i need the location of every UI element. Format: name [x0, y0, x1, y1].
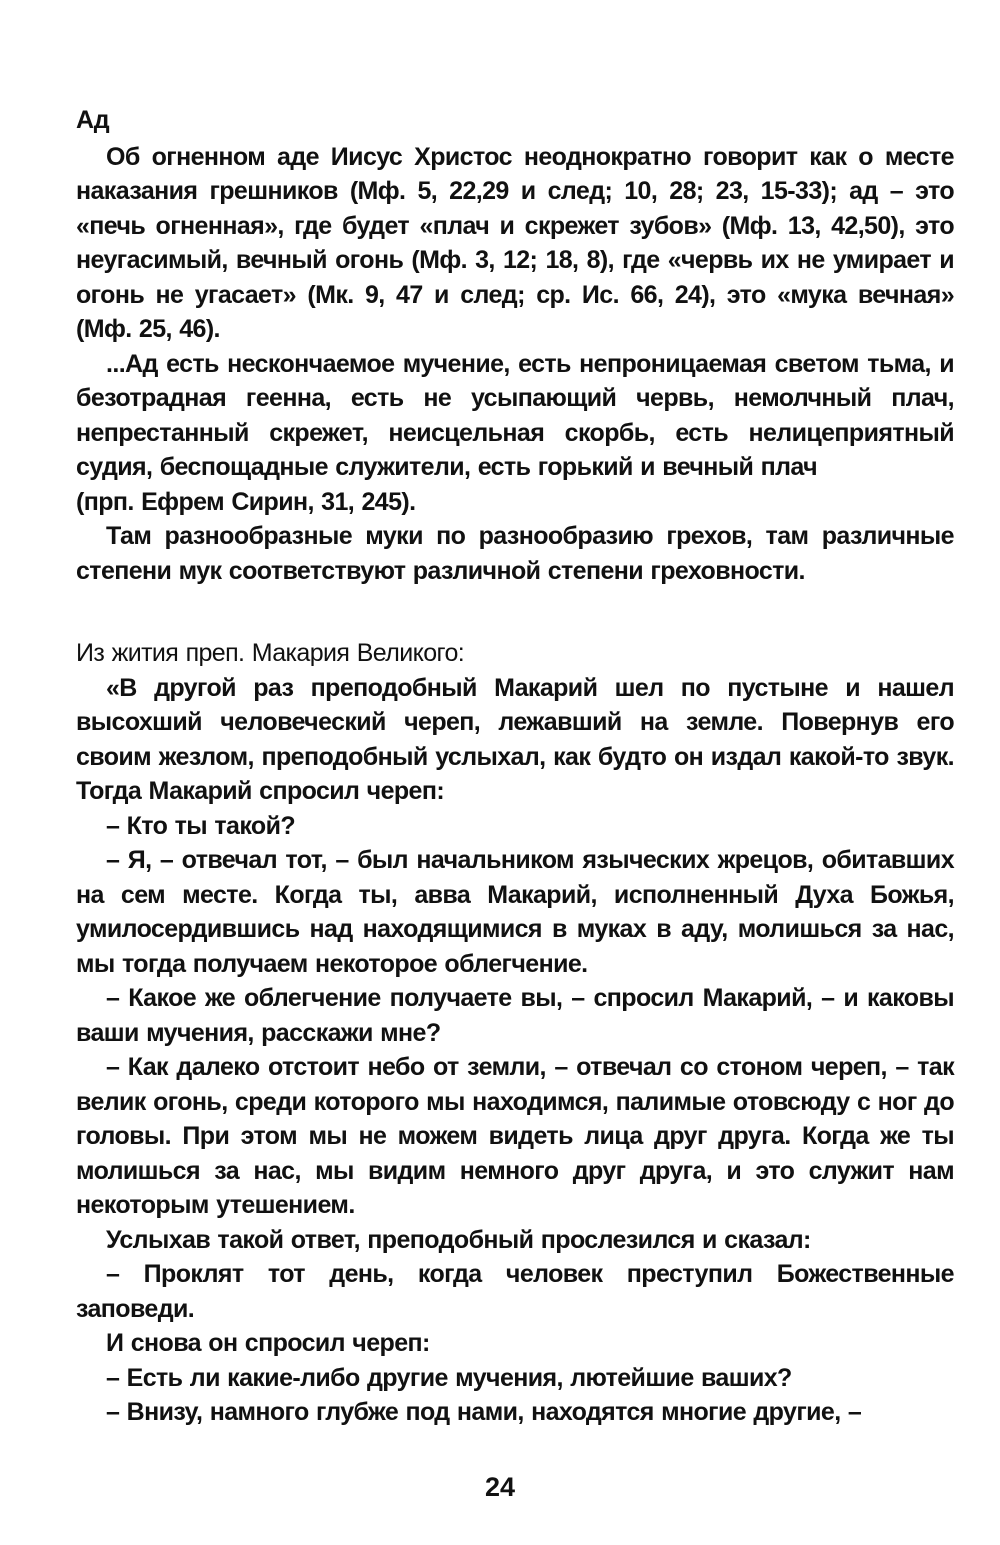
paragraph: Там разнообразные муки по разнообразию грехов, там различные степени мук соответствуют различной степени греховности. — [76, 522, 954, 585]
citation: (прп. Ефрем Сирин, 31, 245). — [76, 487, 416, 516]
dialogue-line: – Как далеко отстоит небо от земли, – отвечал со стоном череп, – так велик огонь, среди которого мы находимся, палимые отовсюду с ног до головы. При этом мы не можем видеть лица друг друга. Когда же ты молишься за нас, мы видим немного друг друга, и это служит нам некоторым утешением. — [76, 1053, 954, 1219]
dialogue-line: – Я, – отвечал тот, – был начальником языческих жрецов, обитавших на сем месте. Когда ты, авва Макарий, исполненный Духа Божья, умилосердившись над находящимися в муках в аду, молишься за нас, мы тогда получаем некоторое облегчение. — [76, 846, 954, 978]
dialogue-line: – Какое же облегчение получаете вы, – спросил Макарий, – и каковы ваши мучения, расскажи мне? — [76, 984, 954, 1047]
paragraph: ...Ад есть нескончаемое мучение, есть непроницаемая светом тьма, и безотрадная геенна, есть не усыпающий червь, немолчный плач, непрестанный скрежет, неисцельная скорбь, есть нелицеприятный судия, беспощадные служители, есть горький и вечный плач — [76, 349, 954, 481]
section-heading: Ад — [76, 106, 110, 134]
paragraph: Об огненном аде Иисус Христос неоднократно говорит как о месте наказания грешников (Мф. 5, 22,29 и след; 10, 28; 23, 15-33); ад – это «печь огненная», где будет «плач и скрежет зубов» (Мф. 13, 42,50), это неугасимый, вечный огонь (Мф. 3, 12; 18, 8), где «червь их не умирает и огонь не угасает» (Мк. 9, 47 и след; ср. Ис. 66, 24), это «мука вечная» (Мф. 25, 46). — [76, 142, 954, 343]
dialogue-line: – Есть ли какие-либо другие мучения, лютейшие ваших? — [106, 1363, 792, 1392]
section-gap — [76, 588, 954, 636]
page-content — [76, 103, 954, 1430]
dialogue-line: – Кто ты такой? — [106, 811, 296, 840]
paragraph: «В другой раз преподобный Макарий шел по пустыне и нашел высохший человеческий череп, лежавший на земле. Повернув его своим жезлом, преподобный услыхал, как будто он издал какой-то звук. Тогда Макарий спросил череп: — [76, 673, 954, 805]
dialogue-line: – Проклят тот день, когда человек преступил Божественные заповеди. — [76, 1260, 954, 1323]
section-intro: Из жития преп. Макария Великого: — [76, 639, 465, 667]
dialogue-line: – Внизу, намного глубже под нами, находятся многие другие, – — [106, 1398, 862, 1426]
paragraph: И снова он спросил череп: — [106, 1329, 430, 1357]
page-number: 24 — [484, 1472, 516, 1502]
paragraph: Услыхав такой ответ, преподобный прослезился и сказал: — [106, 1225, 811, 1254]
